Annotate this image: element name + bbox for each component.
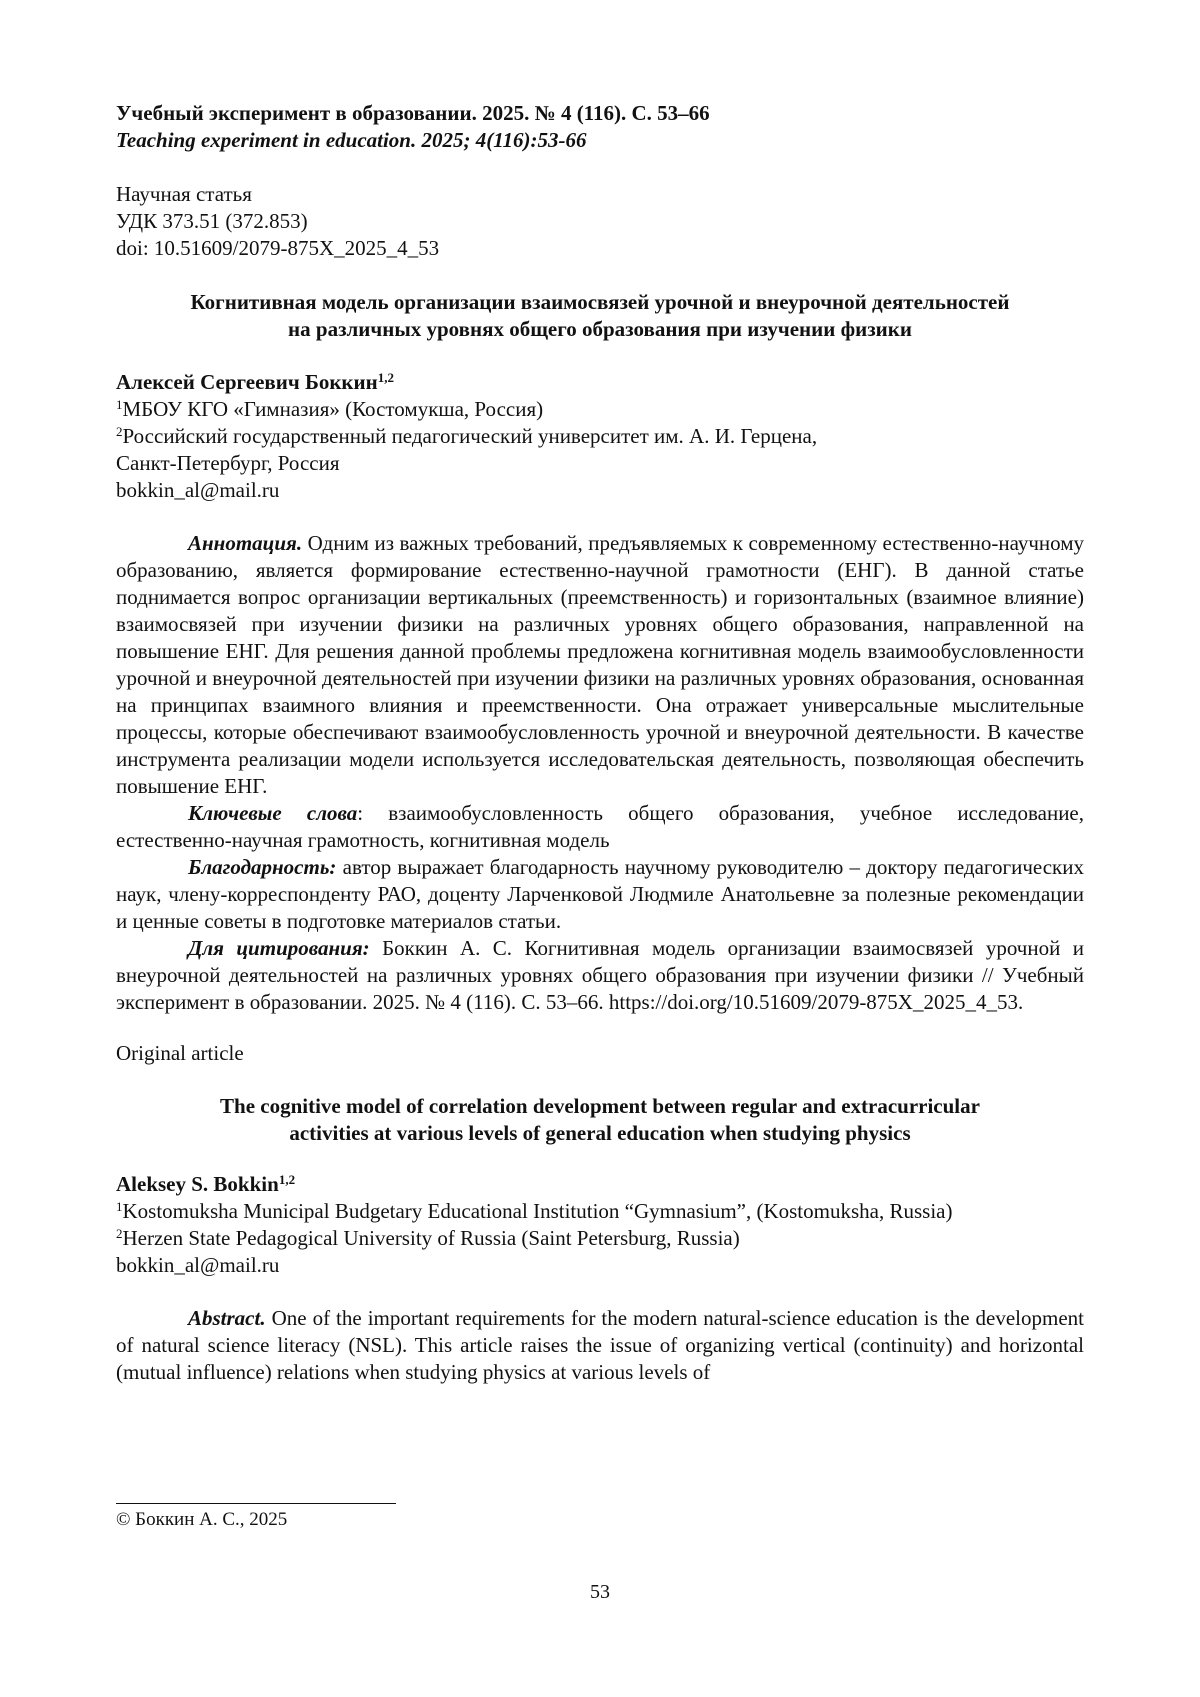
acknowledgement-ru-label: Благодарность: — [188, 855, 337, 879]
affiliation-ru-1: $^1$МБОУ КГО «Гимназия» (Костомукша, Россия) — [116, 397, 544, 421]
title-ru-line1: Когнитивная модель организации взаимосвязей урочной и внеурочной деятельностей — [190, 290, 1010, 314]
title-ru-line2: на различных уровнях общего образования при изучении физики — [288, 317, 912, 341]
keywords-ru-label: Ключевые слова — [188, 801, 358, 825]
author-sup-en: 1,2 — [278, 1172, 296, 1187]
citation-ru-text: Боккин А. С. Когнитивная модель организации взаимосвязей урочной и внеурочной деятельностей на различных уровнях общего образования при изучении физики // Учебный эксперимент в образовании. 2025. № 4 (116). С. 53–66. https://doi.org/10.51609/2079-875X_2025_4_53. — [116, 936, 1085, 1014]
doi-ru: doi: 10.51609/2079-875X_2025_4_53 — [116, 236, 440, 260]
abstract-ru-text: Одним из важных требований, предъявляемых к современному естественно-научному образованию, является формирование естественно-научной грамотности (ЕНГ). В данной статье поднимается вопрос организации вертикальных (преемственность) и горизонтальных (взаимное влияние) взаимосвязей при изучении физики на различных уровнях общего образования, направленной на повышение ЕНГ. Для решения данной проблемы предложена когнитивная модель взаимообусловленности урочной и внеурочной деятельностей при изучении физики на различных уровнях образования, основанная на принципах взаимного влияния и преемственности. Она отражает универсальные мыслительные процессы, которые обеспечивают взаимообусловленность урочной и внеурочной деятельности. В качестве инструмента реализации модели используется исследовательская деятельность, позволяющая обеспечить повышение ЕНГ. — [116, 531, 1085, 798]
keywords-ru — [116, 800, 1084, 854]
email-en: bokkin_al@mail.ru — [116, 1253, 280, 1277]
keywords-ru-text: : взаимообусловленность общего образования, учебное исследование, естественно-научная грамотность, когнитивная модель — [116, 801, 1085, 852]
abstract-en-text: One of the important requirements for the modern natural-science education is the development of natural science literacy (NSL). This article raises the issue of organizing vertical (continuity) and horizontal (mutual influence) relations when studying physics at various levels of — [116, 1306, 1084, 1384]
article-type-en: Original article — [116, 1041, 244, 1065]
udc-code: УДК 373.51 (372.853) — [116, 209, 308, 233]
abstract-ru-label: Аннотация. — [188, 531, 303, 555]
journal-citation-en: Teaching experiment in education. 2025; 4(116):53-66 — [116, 128, 587, 152]
title-en-line1: The cognitive model of correlation development between regular and extracurricular — [220, 1094, 980, 1118]
page-number: 53 — [590, 1581, 610, 1603]
author-name-en: Aleksey S. Bokkin — [116, 1172, 279, 1196]
copyright-footnote: © Боккин А. С., 2025 — [116, 1509, 288, 1530]
page-content — [116, 100, 1084, 1386]
journal-citation-ru: Учебный эксперимент в образовании. 2025. № 4 (116). С. 53–66 — [116, 101, 710, 125]
abstract-en — [116, 1305, 1084, 1386]
author-sup-ru: 1,2 — [377, 370, 394, 385]
author-name-ru: Алексей Сергеевич Боккин — [116, 370, 378, 394]
acknowledgement-ru — [116, 854, 1084, 935]
footnote-divider — [116, 1503, 396, 1504]
citation-ru-label: Для цитирования: — [188, 936, 370, 960]
citation-ru — [116, 935, 1084, 1016]
article-type-ru: Научная статья — [116, 182, 252, 206]
email-ru: bokkin_al@mail.ru — [116, 478, 280, 502]
affiliation-ru-2: $^2$Российский государственный педагогический университет им. А. И. Герцена, — [116, 424, 818, 448]
affiliation-ru-2-city: Санкт-Петербург, Россия — [116, 451, 340, 475]
abstract-en-label: Abstract. — [188, 1306, 266, 1330]
abstract-ru — [116, 530, 1084, 800]
author-ru — [116, 369, 1084, 396]
author-en — [116, 1171, 1084, 1198]
affiliation-en-1: $^1$Kostomuksha Municipal Budgetary Educational Institution “Gymnasium”, (Kostomuksha, Russia) — [116, 1199, 953, 1223]
title-en-line2: activities at various levels of general education when studying physics — [289, 1121, 911, 1145]
article-title-ru — [116, 289, 1084, 343]
affiliation-en-2: $^2$Herzen State Pedagogical University of Russia (Saint Petersburg, Russia) — [116, 1226, 740, 1250]
article-title-en — [116, 1093, 1084, 1147]
acknowledgement-ru-text: автор выражает благодарность научному руководителю – доктору педагогических наук, члену-корреспонденту РАО, доценту Ларченковой Людмиле Анатольевне за полезные рекомендации и ценные советы в подготовке материалов статьи. — [116, 855, 1084, 933]
